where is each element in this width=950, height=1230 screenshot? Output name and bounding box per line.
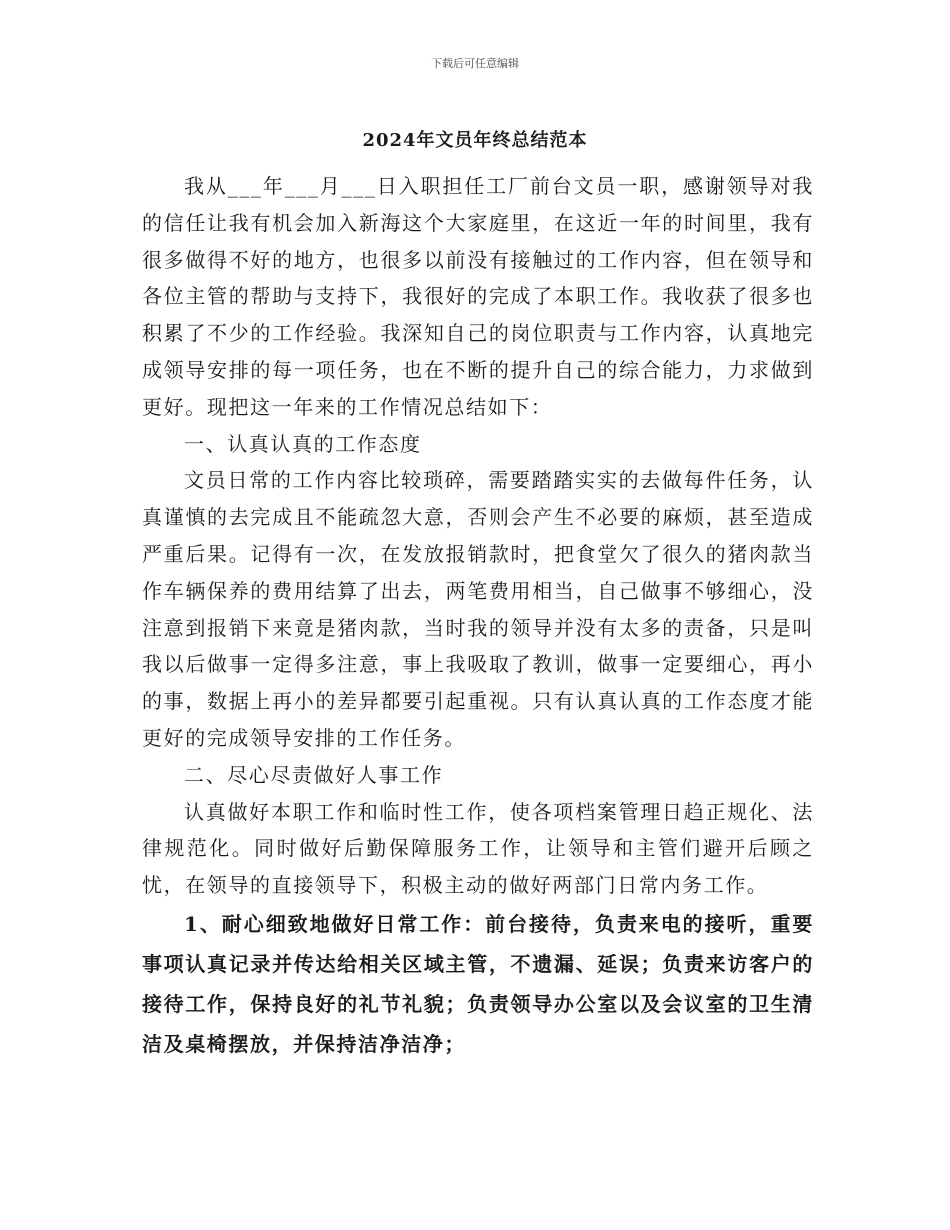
document-body [142,168,814,1064]
paragraph-section-2: 认真做好本职工作和临时性工作，使各项档案管理日趋正规化、法律规范化。同时做好后勤保障服务工作，让领导和主管们避开后顾之忧，在领导的直接领导下，积极主动的做好两部门日常内务工作。 [142,799,814,898]
section-heading-2: 二、尽心尽责做好人事工作 [184,762,444,787]
paragraph-item-1: 1、耐心细致地做好日常工作：前台接待，负责来电的接听，重要事项认真记录并传达给相关区域主管，不遗漏、延误；负责来访客户的接待工作，保持良好的礼节礼貌；负责领导办公室以及会议室的卫生清洁及桌椅摆放，并保持洁净洁净； [142,911,814,1056]
document-title: 2024年文员年终总结范本 [362,130,588,151]
paragraph-section-1: 文员日常的工作内容比较琐碎，需要踏踏实实的去做每件任务，认真谨慎的去完成且不能疏忽大意，否则会产生不必要的麻烦，甚至造成严重后果。记得有一次，在发放报销款时，把食堂欠了很久的猪肉款当作车辆保养的费用结算了出去，两笔费用相当，自己做事不够细心，没注意到报销下来竟是猪肉款，当时我的领导并没有太多的责备，只是叫我以后做事一定得多注意，事上我吸取了教训，做事一定要细心，再小的事，数据上再小的差异都要引起重视。只有认真认真的工作态度才能更好的完成领导安排的工作任务。 [142,468,814,750]
header-note: 下载后可任意编辑 [431,57,519,70]
section-heading-1: 一、认真认真的工作态度 [184,431,422,456]
paragraph-intro: 我从___年___月___日入职担任工厂前台文员一职，感谢领导对我的信任让我有机会加入新海这个大家庭里，在这近一年的时间里，我有很多做得不好的地方，也很多以前没有接触过的工作内容，但在领导和各位主管的帮助与支持下，我很好的完成了本职工作。我收获了很多也积累了不少的工作经验。我深知自己的岗位职责与工作内容，认真地完成领导安排的每一项任务，也在不断的提升自己的综合能力，力求做到更好。现把这一年来的工作情况总结如下： [142,174,814,419]
